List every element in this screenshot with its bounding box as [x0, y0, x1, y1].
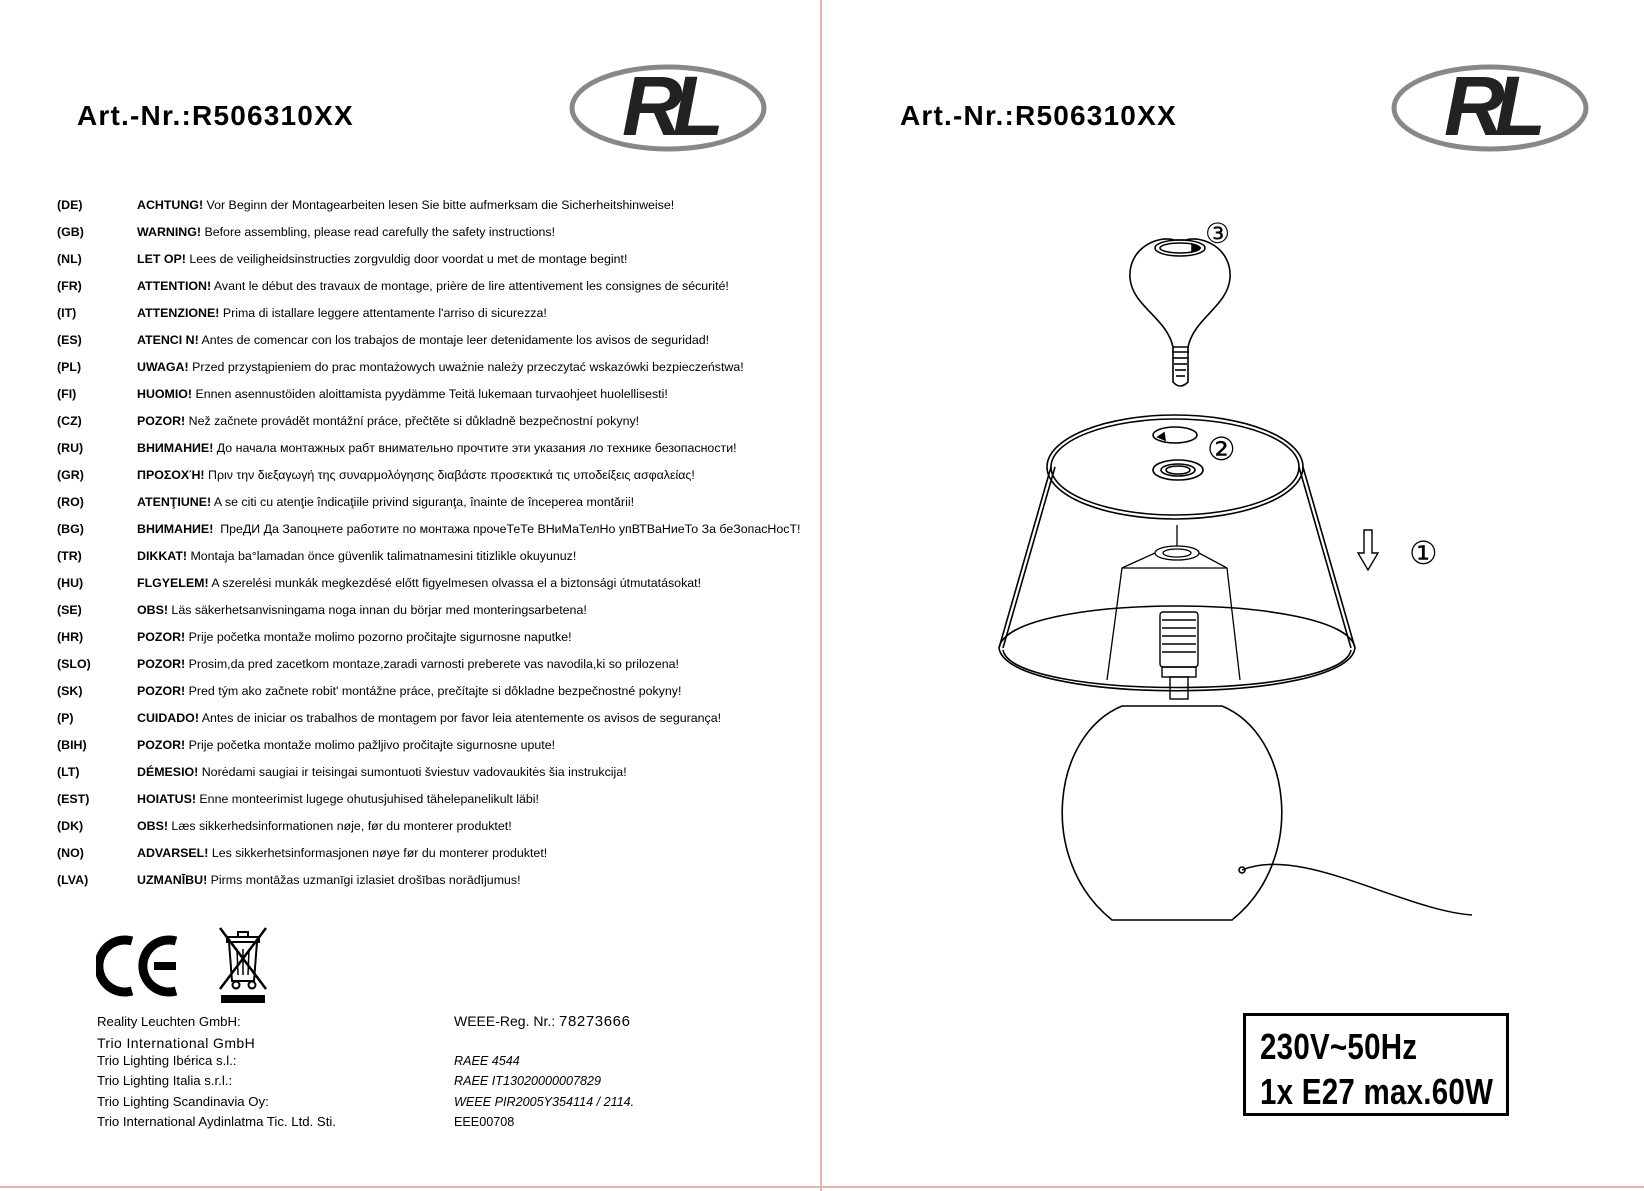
warning-message [137, 548, 576, 564]
warning-message [137, 872, 521, 888]
warning-message [137, 521, 800, 537]
warning-text: Enne monteerimist lugege ohutusjuhised tähelepanelikult läbi! [195, 792, 539, 806]
svg-text:RL: RL [1444, 62, 1536, 153]
warning-language-code: (DE) [57, 198, 83, 212]
warning-language-code: (PL) [57, 360, 82, 374]
warning-language-code: (BIH) [57, 738, 87, 752]
warning-text: ПреДИ Да Запоцнете работите по монтажа прочеТеТе ВНиМаТелНо упВТВаНиеТо За беЗопасНосТ! [213, 522, 801, 536]
rating-bulb: 1x E27 max.60W [1260, 1071, 1494, 1112]
warning-row [57, 818, 817, 845]
warning-message [137, 278, 729, 294]
warning-row [57, 548, 817, 575]
warning-keyword: FLGYELEM! [137, 576, 209, 590]
warning-text: Avant le début des travaux de montage, prière de lire attentivement les consignes de sécurité! [211, 279, 729, 293]
warning-language-code: (DK) [57, 819, 84, 833]
warning-language-code: (P) [57, 711, 74, 725]
company-trio-italia: Trio Lighting Italia s.r.l.: [97, 1073, 233, 1088]
warning-message [137, 467, 695, 483]
rl-logo [568, 62, 768, 154]
warning-text: A se citi cu atenţie îndicaţiile privind siguranţa, înainte de începerea montării! [211, 495, 635, 509]
warning-keyword: POZOR! [137, 684, 186, 698]
warning-keyword: HUOMIO! [137, 387, 193, 401]
warning-row [57, 251, 817, 278]
warning-keyword: POZOR! [137, 414, 186, 428]
lamp-shade [999, 415, 1355, 691]
warning-keyword: OBS! [137, 819, 168, 833]
warning-keyword: OBS! [137, 603, 168, 617]
weee-reg-label: WEEE-Reg. Nr.: [454, 1013, 560, 1029]
warning-row [57, 764, 817, 791]
warning-row [57, 224, 817, 251]
company-trio-iberica: Trio Lighting Ibérica s.l.: [97, 1053, 237, 1068]
warning-text: Lees de veiligheidsinstructies zorgvuldig door voordat u met de montage begint! [185, 252, 628, 266]
warning-text: Pirms montāžas uzmanīgi izlasiet drošības norādījumus! [207, 873, 521, 887]
company-trio-aydinlatma: Trio International Aydinlatma Tic. Ltd. Sti. [97, 1114, 336, 1129]
step-label-2: ② [1207, 430, 1236, 468]
lamp-base [1062, 706, 1472, 920]
warning-text: Pred tým ako začnete robit' montážne práce, prečítajte si dôkladne bezpečnostné pokyny! [185, 684, 682, 698]
warning-message [137, 359, 744, 375]
article-number: Art.-Nr.:R506310XX [77, 100, 354, 131]
svg-text:RL: RL [622, 62, 714, 153]
warning-row [57, 521, 817, 548]
warning-language-code: (LVA) [57, 873, 89, 887]
warning-language-code: (GB) [57, 225, 84, 239]
warning-keyword: CUIDADO! [137, 711, 199, 725]
warning-row [57, 467, 817, 494]
raee-number: RAEE 4544 [454, 1054, 520, 1068]
warning-row [57, 305, 817, 332]
warning-language-code: (GR) [57, 468, 84, 482]
warning-text: Πριν την διεξαγωγή της συναρμολόγησης διαβάστε προσεκτικά τις υποδείξεις ασφαλείας! [204, 468, 695, 482]
step-labels [1205, 217, 1438, 572]
warning-message [137, 629, 572, 645]
rating-voltage: 230V~50Hz [1260, 1026, 1418, 1067]
warning-keyword: ADVARSEL! [137, 846, 209, 860]
warning-text: Läs säkerhetsanvisningama noga innan du börjar med monteringsarbetena! [167, 603, 587, 617]
warning-language-code: (RU) [57, 441, 84, 455]
warning-keyword: ACHTUNG! [137, 198, 204, 212]
warning-language-code: (RO) [57, 495, 84, 509]
weee-pir-number: WEEE PIR2005Y354114 / 2114. [454, 1095, 635, 1109]
warning-row [57, 197, 817, 224]
warning-text: Prosim,da pred zacetkom montaze,zaradi varnosti preberete vas navodila,ki so prilozena! [185, 657, 679, 671]
weee-reg-number: 78273666 [559, 1013, 631, 1030]
warning-language-code: (EST) [57, 792, 90, 806]
warning-language-code: (NL) [57, 252, 82, 266]
warning-keyword: ВНИМАНИЕ! [137, 522, 214, 536]
warning-text: Les sikkerhetsinformasjonen nøye før du monterer produktet! [208, 846, 548, 860]
raee-it-number: RAEE IT13020000007829 [454, 1074, 602, 1088]
rotate-arrow-icon [1155, 240, 1205, 256]
warning-keyword: ATENCI N! [137, 333, 199, 347]
warning-text: Læs sikkerhedsinformationen nøje, før du monterer produktet! [167, 819, 512, 833]
warning-row [57, 737, 817, 764]
warning-keyword: DÉMESIO! [137, 765, 199, 779]
warning-message [137, 251, 627, 267]
lamp-harp [1107, 525, 1240, 680]
warning-text: Ennen asennustöiden aloittamista pyydämme Teitä lukemaan turvaohjeet huolellisesti! [192, 387, 668, 401]
company-trio-scandinavia: Trio Lighting Scandinavia Oy: [97, 1094, 269, 1109]
warning-text: Než začnete provádět montážní práce, přečtěte si důkladně bezpečnostní pokyny! [185, 414, 640, 428]
warning-keyword: ATTENZIONE! [137, 306, 220, 320]
warning-message [137, 602, 587, 618]
warning-message [137, 791, 539, 807]
warning-row [57, 440, 817, 467]
warning-language-code: (CZ) [57, 414, 82, 428]
warning-message [137, 197, 674, 213]
warning-message [137, 845, 547, 861]
warning-language-code: (LT) [57, 765, 80, 779]
warning-text: Vor Beginn der Montagearbeiten lesen Sie bitte aufmerksam die Sicherheitshinweise! [203, 198, 675, 212]
warning-row [57, 791, 817, 818]
step-label-3: ③ [1205, 217, 1231, 250]
warning-text: Antes de iniciar os trabalhos de montagem por favor leia atentemente os avisos de segurança! [198, 711, 722, 725]
warning-text: Norėdami saugiai ir teisingai sumontuoti šviestuv vadovaukitės šia instrukcija! [198, 765, 627, 779]
warning-text: Prije početka montaže molimo pažljivo pročitajte sigurnosne upute! [185, 738, 556, 752]
warning-text: Antes de comencar con los trabajos de montaje leer detenidamente los avisos de seguridad! [198, 333, 710, 347]
right-page [822, 0, 1644, 1191]
warning-text: Prije početka montaže molimo pozorno pročitajte sigurnosne naputke! [185, 630, 572, 644]
down-arrow-icon [1358, 530, 1378, 570]
warning-message [137, 224, 555, 240]
warning-row [57, 872, 817, 899]
warning-keyword: POZOR! [137, 738, 186, 752]
warning-message [137, 710, 721, 726]
warning-text: Prima di istallare leggere attentamente l'arriso di sicurezza! [219, 306, 547, 320]
warning-keyword: ВНИМАНИЕ! [137, 441, 214, 455]
warning-row [57, 494, 817, 521]
warning-language-code: (SE) [57, 603, 82, 617]
warning-row [57, 359, 817, 386]
warning-message [137, 764, 627, 780]
company-reality-leuchten: Reality Leuchten GmbH: [97, 1014, 241, 1029]
warning-keyword: ΠΡΟΣΟΧΉ! [137, 468, 205, 482]
warning-keyword: ATENŢIUNE! [137, 495, 212, 509]
warning-keyword: DIKKAT! [137, 549, 188, 563]
warning-language-code: (TR) [57, 549, 82, 563]
ce-mark-icon [96, 935, 182, 997]
warning-message [137, 413, 639, 429]
warning-language-code: (FI) [57, 387, 77, 401]
warning-message [137, 737, 555, 753]
warning-message [137, 440, 737, 456]
warning-message [137, 818, 512, 834]
warning-text: Montaja ba°lamadan önce güvenlik talimatnamesini titizlikle okuyunuz! [187, 549, 577, 563]
warning-row [57, 278, 817, 305]
warning-row [57, 386, 817, 413]
warning-keyword: POZOR! [137, 657, 186, 671]
warning-language-code: (IT) [57, 306, 77, 320]
warning-language-code: (ES) [57, 333, 82, 347]
company-trio-international: Trio International GmbH [97, 1035, 256, 1051]
warning-keyword: UZMANĪBU! [137, 873, 208, 887]
warning-message [137, 494, 634, 510]
page-edge-bottom [0, 1186, 1644, 1188]
warning-message [137, 683, 681, 699]
electrical-rating-box [1243, 1013, 1509, 1116]
warning-keyword: ATTENTION! [137, 279, 212, 293]
crossed-out-wheelie-bin-icon [218, 925, 268, 1005]
warning-row [57, 575, 817, 602]
warning-keyword: HOIATUS! [137, 792, 196, 806]
warning-message [137, 386, 668, 402]
warning-row [57, 413, 817, 440]
warning-text: A szerelési munkák megkezdésé előtt figyelmesen olvassa el a biztonsági útmutatásokat! [208, 576, 702, 590]
article-number-right: Art.-Nr.:R506310XX [900, 100, 1177, 131]
warning-row [57, 710, 817, 737]
warning-language-code: (SK) [57, 684, 83, 698]
warning-language-code: (NO) [57, 846, 84, 860]
warning-row [57, 845, 817, 872]
eee-number: EEE00708 [454, 1115, 515, 1129]
warning-language-code: (HR) [57, 630, 84, 644]
warning-language-code: (FR) [57, 279, 82, 293]
warning-message [137, 305, 547, 321]
warning-keyword: UWAGA! [137, 360, 189, 374]
warning-message [137, 656, 679, 672]
warning-keyword: WARNING! [137, 225, 202, 239]
warning-language-code: (HU) [57, 576, 84, 590]
warning-row [57, 629, 817, 656]
warning-row [57, 656, 817, 683]
warning-message [137, 575, 701, 591]
warning-text: До начала монтажных рабт внимательно прочтите эти указания ло технике безопасности! [213, 441, 737, 455]
warning-keyword: POZOR! [137, 630, 186, 644]
warning-text: Before assembling, please read carefully the safety instructions! [201, 225, 556, 239]
step-label-1: ① [1409, 534, 1438, 572]
warning-language-code: (SLO) [57, 657, 91, 671]
warning-keyword: LET OP! [137, 252, 186, 266]
warning-text: Przed przystąpieniem do prac montażowych uważnie należy przeczytać wskazówki bezpieczeństwa! [188, 360, 744, 374]
warning-message [137, 332, 709, 348]
warning-language-code: (BG) [57, 522, 84, 536]
light-bulb [1130, 239, 1230, 386]
weee-registration [454, 1013, 631, 1030]
warning-row [57, 602, 817, 629]
safety-warnings [57, 197, 817, 899]
warning-row [57, 683, 817, 710]
lamp-socket [1160, 612, 1198, 699]
warning-row [57, 332, 817, 359]
lamp-assembly-diagram [822, 0, 1644, 1000]
